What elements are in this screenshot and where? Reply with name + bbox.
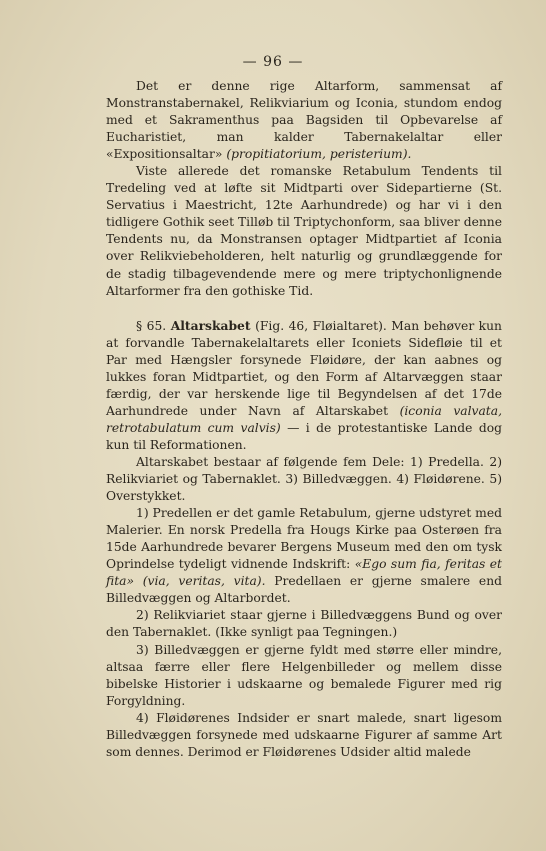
page-number: — 96 — xyxy=(242,54,304,70)
paragraph-tredeling: Viste allerede det romanske Retabulum Tendents til Tredeling ved at løfte sit Midtparti over Sidepartierne (St. Servatius i Maestricht, 12te Aarhundrede) og har vi i den tidligere Gothik seet Tilløb til Triptychonform, saa bliver denne Tendents nu, da Monstransen optager Midtpartiet af Iconia over Relikviebeholderen, helt naturlig og grundlæggende for de stadig tilbagevendende mere og mere triptychonlignende Altarformer fra den gothiske Tid. xyxy=(106,164,502,298)
paragraph-text: (Fig. 46, Fløialtaret). Man behøver kun at forvandle Tabernakelaltarets eller Iconiets Sidefløie til et Par med Hængsler forsynede Fløidøre, der kan aabnes og lukkes foran Midtpartiet, og den Form af Altarvæggen staar færdig, der var herskende lige til Begyndelsen af det 17de Aarhundrede under Navn af Altarskabet xyxy=(106,318,502,418)
paragraph-floidorene: 4) Fløidørenes Indsider er snart malede, snart ligesom Billedvæggen forsynede med udskaarne Figurer af samme Art som dennes. Derimod er Fløidørenes Udsider altid malede xyxy=(106,710,502,759)
latin-terms: (via, veritas, vita). xyxy=(142,574,266,589)
latin-terms: (iconia valvata, retrotabulatum cum valvis) xyxy=(106,403,502,435)
section-number: § 65. xyxy=(136,318,167,333)
inscription: «Ego sum fia, feritas et fita» xyxy=(106,557,502,589)
paragraph-text: 1) Predellen er det gamle Retabulum, gjerne udstyret med Malerier. En norsk Predella fra Hougs Kirke paa Osterøen fra 15de Aarhundrede bevarer Bergens Museum med den om tysk Oprindelse tydeligt vidnende Indskrift: xyxy=(106,506,502,572)
paragraph-predella xyxy=(106,505,502,607)
paragraph-text: Predellaen er gjerne smalere end Billedvæggen og Altarbordet. xyxy=(106,574,502,606)
section-spacer xyxy=(106,300,502,317)
paragraph-text: Det er denne rige Altarform, sammensat af Monstranstabernakel, Relikviarium og Iconia, stundom endog med et Sakramenthus paa Bagsiden til Opbevarelse af Eucharistiet, man kalder Tabernakelaltar eller «Expositionsaltar» xyxy=(106,79,502,162)
paragraph-text: — i de protestantiske Lande dog kun til Reformationen. xyxy=(106,420,502,452)
body-text xyxy=(106,78,502,761)
paragraph-five-parts: Altarskabet bestaar af følgende fem Dele: 1) Predella. 2) Relikviariet og Tabernaklet. 3) Billedvæggen. 4) Fløidørene. 5) Overstykket. xyxy=(106,454,502,504)
paragraph-billedvaeggen: 3) Billedvæggen er gjerne fyldt med større eller mindre, altsaa færre eller flere Helgenbilleder og mellem disse bibelske Historier i udskaarne og bemalede Figurer med rig Forgyldning. xyxy=(106,642,502,708)
paragraph-relikviariet: 2) Relikviariet staar gjerne i Billedvæggens Bund og over den Tabernaklet. (Ikke synligt paa Tegningen.) xyxy=(106,608,502,640)
section-65 xyxy=(106,317,502,454)
paragraph-tabernakelaltar xyxy=(106,78,502,163)
latin-terms: (propitiatorium, peristerium). xyxy=(226,147,412,162)
section-heading: Altarskabet xyxy=(170,317,251,333)
